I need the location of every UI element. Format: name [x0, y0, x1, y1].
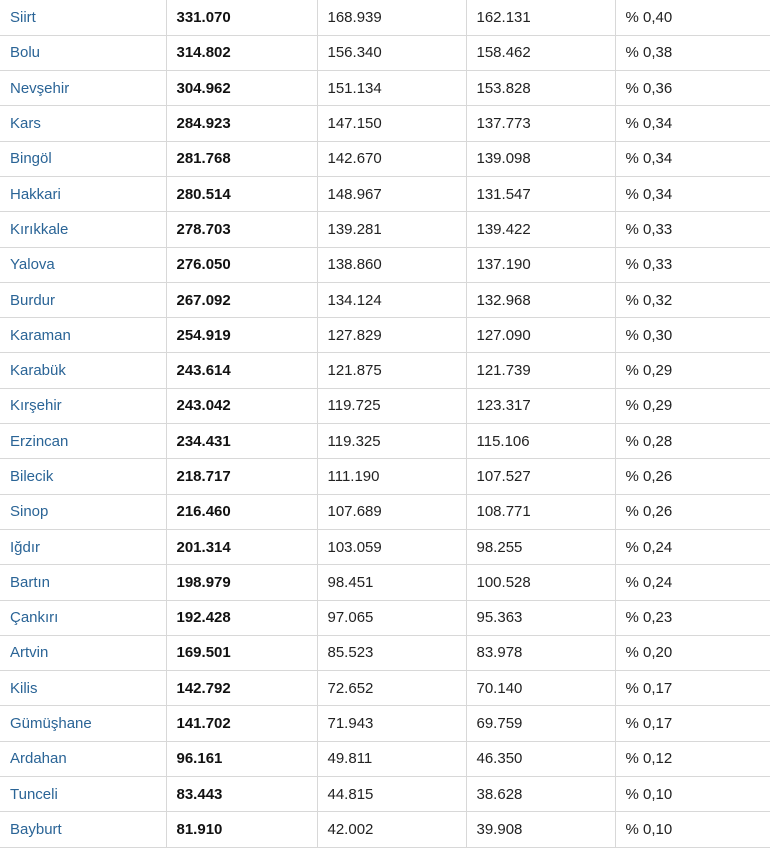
city-link[interactable]: Karabük — [10, 362, 66, 380]
city-link[interactable]: Kırıkkale — [10, 220, 69, 238]
table-row — [0, 529, 770, 564]
total-population-cell: 267.092 — [166, 282, 317, 317]
female-population-cell: 46.350 — [466, 741, 615, 776]
table-row — [0, 494, 770, 529]
total-population-cell: 331.070 — [166, 0, 317, 35]
city-name-cell — [0, 318, 166, 353]
total-population-cell: 142.792 — [166, 671, 317, 706]
female-population-cell: 83.978 — [466, 635, 615, 670]
population-share-cell: % 0,34 — [615, 141, 770, 176]
table-row — [0, 424, 770, 459]
table-row — [0, 71, 770, 106]
population-share-cell: % 0,34 — [615, 106, 770, 141]
female-population-cell: 162.131 — [466, 0, 615, 35]
city-link[interactable]: Bingöl — [10, 150, 52, 168]
table-row — [0, 212, 770, 247]
table-row — [0, 812, 770, 847]
male-population-cell: 168.939 — [317, 0, 466, 35]
city-link[interactable]: Bolu — [10, 44, 41, 62]
table-row — [0, 0, 770, 35]
population-share-cell: % 0,10 — [615, 777, 770, 812]
male-population-cell: 151.134 — [317, 71, 466, 106]
table-row — [0, 388, 770, 423]
city-name-cell — [0, 247, 166, 282]
male-population-cell: 111.190 — [317, 459, 466, 494]
total-population-cell: 281.768 — [166, 141, 317, 176]
population-share-cell: % 0,17 — [615, 671, 770, 706]
population-share-cell: % 0,33 — [615, 212, 770, 247]
total-population-cell: 216.460 — [166, 494, 317, 529]
male-population-cell: 121.875 — [317, 353, 466, 388]
table-row — [0, 635, 770, 670]
female-population-cell: 100.528 — [466, 565, 615, 600]
table-row — [0, 141, 770, 176]
city-name-cell — [0, 600, 166, 635]
city-name-cell — [0, 741, 166, 776]
city-name-cell — [0, 106, 166, 141]
city-name-cell — [0, 141, 166, 176]
city-name-cell — [0, 388, 166, 423]
table-row — [0, 353, 770, 388]
population-share-cell: % 0,40 — [615, 0, 770, 35]
total-population-cell: 81.910 — [166, 812, 317, 847]
total-population-cell: 254.919 — [166, 318, 317, 353]
city-name-cell — [0, 176, 166, 211]
total-population-cell: 234.431 — [166, 424, 317, 459]
city-name-cell — [0, 671, 166, 706]
female-population-cell: 115.106 — [466, 424, 615, 459]
city-link[interactable]: Karaman — [10, 326, 71, 344]
female-population-cell: 39.908 — [466, 812, 615, 847]
total-population-cell: 218.717 — [166, 459, 317, 494]
male-population-cell: 85.523 — [317, 635, 466, 670]
population-share-cell: % 0,24 — [615, 529, 770, 564]
city-link[interactable]: Iğdır — [10, 538, 41, 556]
male-population-cell: 71.943 — [317, 706, 466, 741]
city-link[interactable]: Siirt — [10, 8, 36, 26]
city-name-cell — [0, 635, 166, 670]
population-share-cell: % 0,34 — [615, 176, 770, 211]
city-link[interactable]: Yalova — [10, 256, 55, 274]
population-share-cell: % 0,10 — [615, 812, 770, 847]
male-population-cell: 44.815 — [317, 777, 466, 812]
population-share-cell: % 0,36 — [615, 71, 770, 106]
male-population-cell: 98.451 — [317, 565, 466, 600]
population-share-cell: % 0,32 — [615, 282, 770, 317]
male-population-cell: 49.811 — [317, 741, 466, 776]
population-share-cell: % 0,29 — [615, 353, 770, 388]
population-share-cell: % 0,26 — [615, 459, 770, 494]
male-population-cell: 139.281 — [317, 212, 466, 247]
female-population-cell: 121.739 — [466, 353, 615, 388]
male-population-cell: 147.150 — [317, 106, 466, 141]
city-link[interactable]: Sinop — [10, 503, 49, 521]
city-link[interactable]: Çankırı — [10, 609, 59, 627]
city-link[interactable]: Kilis — [10, 679, 38, 697]
male-population-cell: 119.725 — [317, 388, 466, 423]
population-share-cell: % 0,23 — [615, 600, 770, 635]
city-name-cell — [0, 282, 166, 317]
city-name-cell — [0, 565, 166, 600]
population-share-cell: % 0,30 — [615, 318, 770, 353]
total-population-cell: 243.614 — [166, 353, 317, 388]
total-population-cell: 201.314 — [166, 529, 317, 564]
female-population-cell: 107.527 — [466, 459, 615, 494]
table-row — [0, 247, 770, 282]
population-share-cell: % 0,12 — [615, 741, 770, 776]
female-population-cell: 127.090 — [466, 318, 615, 353]
city-name-cell — [0, 0, 166, 35]
city-name-cell — [0, 71, 166, 106]
male-population-cell: 142.670 — [317, 141, 466, 176]
population-share-cell: % 0,20 — [615, 635, 770, 670]
total-population-cell: 192.428 — [166, 600, 317, 635]
female-population-cell: 132.968 — [466, 282, 615, 317]
male-population-cell: 42.002 — [317, 812, 466, 847]
total-population-cell: 141.702 — [166, 706, 317, 741]
male-population-cell: 156.340 — [317, 35, 466, 70]
city-link[interactable]: Erzincan — [10, 432, 69, 450]
city-link[interactable]: Artvin — [10, 644, 49, 662]
female-population-cell: 108.771 — [466, 494, 615, 529]
population-share-cell: % 0,29 — [615, 388, 770, 423]
female-population-cell: 38.628 — [466, 777, 615, 812]
city-link[interactable]: Bilecik — [10, 468, 54, 485]
total-population-cell: 169.501 — [166, 635, 317, 670]
city-name-cell — [0, 212, 166, 247]
city-link[interactable]: Ardahan — [10, 750, 67, 768]
female-population-cell: 131.547 — [466, 176, 615, 211]
table-row — [0, 459, 770, 494]
population-share-cell: % 0,24 — [615, 565, 770, 600]
city-name-cell — [0, 529, 166, 564]
city-name-cell — [0, 35, 166, 70]
table-row — [0, 176, 770, 211]
table-row — [0, 106, 770, 141]
table-row — [0, 600, 770, 635]
table-row — [0, 318, 770, 353]
total-population-cell: 83.443 — [166, 777, 317, 812]
table-row — [0, 565, 770, 600]
male-population-cell: 148.967 — [317, 176, 466, 211]
male-population-cell: 127.829 — [317, 318, 466, 353]
total-population-cell: 280.514 — [166, 176, 317, 211]
city-link[interactable]: Tunceli — [10, 785, 58, 803]
population-share-cell: % 0,28 — [615, 424, 770, 459]
city-link[interactable]: Bartın — [10, 573, 51, 591]
city-link[interactable]: Kırşehir — [10, 397, 62, 415]
total-population-cell: 304.962 — [166, 71, 317, 106]
female-population-cell: 137.190 — [466, 247, 615, 282]
total-population-cell: 284.923 — [166, 106, 317, 141]
city-link[interactable]: Kars — [10, 115, 41, 133]
male-population-cell: 119.325 — [317, 424, 466, 459]
female-population-cell: 98.255 — [466, 529, 615, 564]
city-name-cell — [0, 812, 166, 847]
female-population-cell: 123.317 — [466, 388, 615, 423]
city-name-cell — [0, 424, 166, 459]
table-row — [0, 706, 770, 741]
female-population-cell: 153.828 — [466, 71, 615, 106]
male-population-cell: 138.860 — [317, 247, 466, 282]
total-population-cell: 198.979 — [166, 565, 317, 600]
male-population-cell: 72.652 — [317, 671, 466, 706]
city-name-cell — [0, 353, 166, 388]
city-link[interactable]: Nevşehir — [10, 79, 70, 97]
city-link[interactable]: Burdur — [10, 291, 56, 309]
table-row — [0, 35, 770, 70]
city-name-cell — [0, 459, 166, 494]
female-population-cell: 69.759 — [466, 706, 615, 741]
city-name-cell — [0, 777, 166, 812]
male-population-cell: 103.059 — [317, 529, 466, 564]
female-population-cell: 95.363 — [466, 600, 615, 635]
city-link[interactable]: Bayburt — [10, 820, 62, 838]
total-population-cell: 96.161 — [166, 741, 317, 776]
female-population-cell: 139.098 — [466, 141, 615, 176]
population-share-cell: % 0,33 — [615, 247, 770, 282]
city-link[interactable]: Gümüşhane — [10, 715, 92, 733]
table-row — [0, 741, 770, 776]
total-population-cell: 243.042 — [166, 388, 317, 423]
table-row — [0, 671, 770, 706]
male-population-cell: 97.065 — [317, 600, 466, 635]
population-share-cell: % 0,17 — [615, 706, 770, 741]
population-share-cell: % 0,26 — [615, 494, 770, 529]
total-population-cell: 314.802 — [166, 35, 317, 70]
female-population-cell: 137.773 — [466, 106, 615, 141]
table-row — [0, 777, 770, 812]
female-population-cell: 158.462 — [466, 35, 615, 70]
total-population-cell: 278.703 — [166, 212, 317, 247]
city-name-cell — [0, 494, 166, 529]
total-population-cell: 276.050 — [166, 247, 317, 282]
population-share-cell: % 0,38 — [615, 35, 770, 70]
female-population-cell: 70.140 — [466, 671, 615, 706]
male-population-cell: 107.689 — [317, 494, 466, 529]
city-name-cell — [0, 706, 166, 741]
male-population-cell: 134.124 — [317, 282, 466, 317]
table-row — [0, 282, 770, 317]
female-population-cell: 139.422 — [466, 212, 615, 247]
city-link[interactable]: Hakkari — [10, 185, 61, 203]
